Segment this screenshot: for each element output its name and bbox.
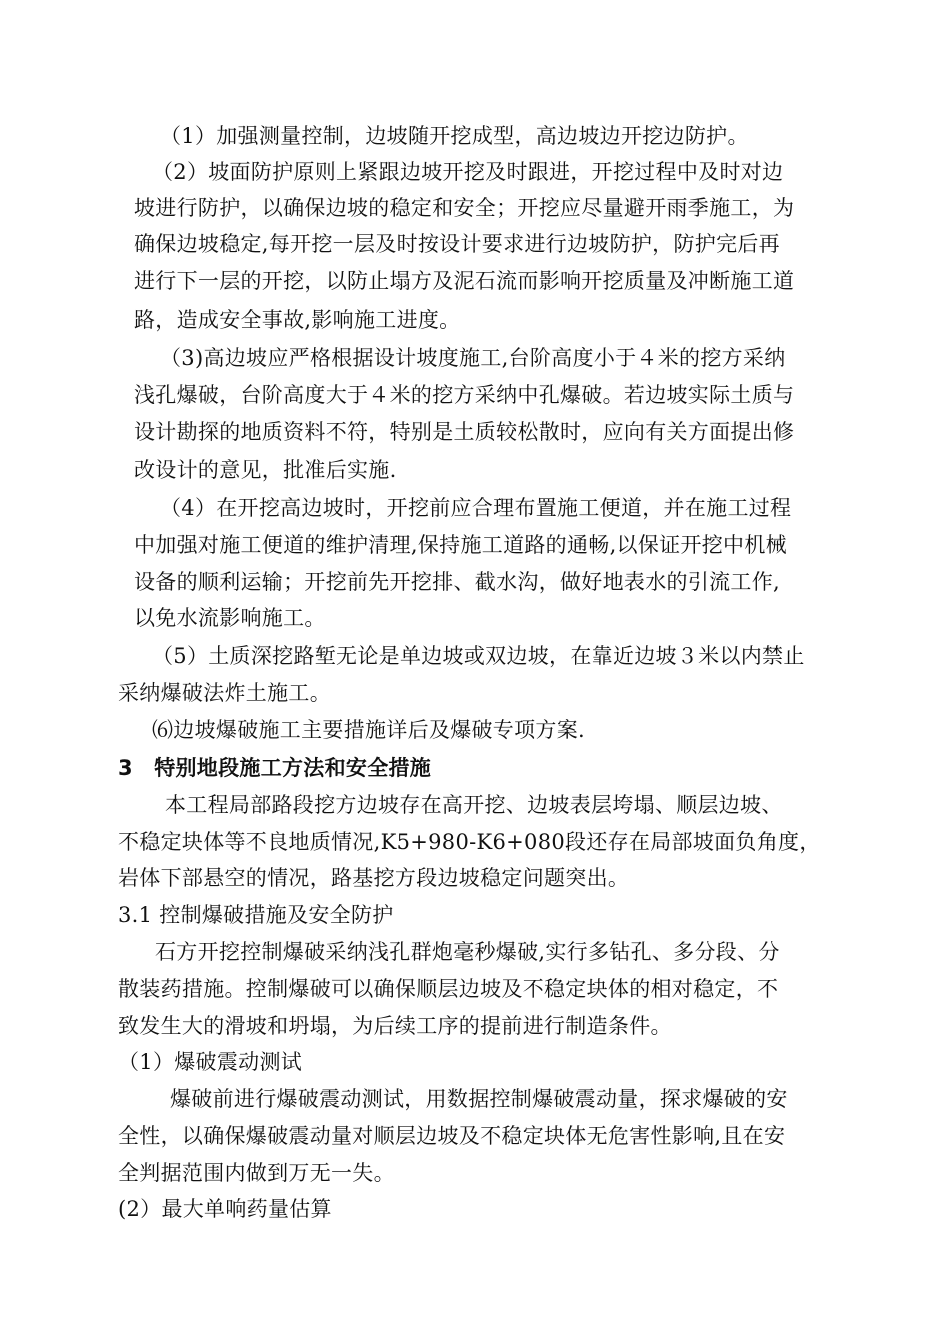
subsection-heading: 3.1 控制爆破措施及安全防护 <box>118 903 394 927</box>
paragraph-line: 本工程局部路段挖方边坡存在高开挖、边坡表层垮塌、顺层边坡、 <box>165 793 783 817</box>
paragraph-line: 采纳爆破法炸土施工。 <box>118 681 331 705</box>
paragraph-line: （1）加强测量控制，边坡随开挖成型，高边坡边开挖边防护。 <box>160 124 749 148</box>
paragraph-line: 爆破前进行爆破震动测试，用数据控制爆破震动量，探求爆破的安 <box>170 1087 788 1111</box>
item-heading: (2）最大单响药量估算 <box>118 1197 332 1221</box>
paragraph-line: （4）在开挖高边坡时，开挖前应合理布置施工便道，并在施工过程 <box>160 496 792 520</box>
paragraph-line: 石方开挖控制爆破采纳浅孔群炮毫秒爆破,实行多钻孔、多分段、分 <box>155 940 780 964</box>
paragraph-line: 全判据范围内做到万无一失。 <box>118 1161 395 1185</box>
paragraph-line: ⑹边坡爆破施工主要措施详后及爆破专项方案. <box>152 718 585 742</box>
paragraph-line: 设备的顺利运输；开挖前先开挖排、截水沟，做好地表水的引流工作, <box>134 570 780 594</box>
paragraph-line: 中加强对施工便道的维护清理,保持施工道路的通畅,以保证开挖中机械 <box>134 533 787 557</box>
paragraph-line: （2）坡面防护原则上紧跟边坡开挖及时跟进，开挖过程中及时对边 <box>152 160 784 184</box>
paragraph-line: （5）土质深挖路堑无论是单边坡或双边坡，在靠近边坡３米以内禁止 <box>152 644 805 668</box>
paragraph-line: 浅孔爆破，台阶高度大于４米的挖方采纳中孔爆破。若边坡实际土质与 <box>134 383 795 407</box>
paragraph-line: 路，造成安全事故,影响施工进度。 <box>134 308 461 332</box>
paragraph-line: 改设计的意见，批准后实施. <box>134 458 397 482</box>
paragraph-line: 致发生大的滑坡和坍塌，为后续工序的提前进行制造条件。 <box>118 1014 672 1038</box>
section-heading: 3 特别地段施工方法和安全措施 <box>118 756 432 780</box>
paragraph-line: 全性，以确保爆破震动量对顺层边坡及不稳定块体无危害性影响,且在安 <box>118 1124 786 1148</box>
paragraph-line: 以免水流影响施工。 <box>134 606 326 630</box>
paragraph-line: （3)高边坡应严格根据设计坡度施工,台阶高度小于４米的挖方采纳 <box>160 346 786 370</box>
paragraph-line: 设计勘探的地质资料不符，特别是土质较松散时，应向有关方面提出修 <box>134 420 795 444</box>
paragraph-line: 坡进行防护，以确保边坡的稳定和安全；开挖应尽量避开雨季施工，为 <box>134 196 795 220</box>
paragraph-line: 不稳定块体等不良地质情况,K5+980-K6+080段还存在局部坡面负角度， <box>118 830 821 854</box>
item-heading: （1）爆破震动测试 <box>118 1050 303 1074</box>
paragraph-line: 确保边坡稳定,每开挖一层及时按设计要求进行边坡防护，防护完后再 <box>134 232 780 256</box>
paragraph-line: 进行下一层的开挖，以防止塌方及泥石流而影响开挖质量及冲断施工道 <box>134 269 795 293</box>
paragraph-line: 岩体下部悬空的情况，路基挖方段边坡稳定问题突出。 <box>118 866 630 890</box>
paragraph-line: 散装药措施。控制爆破可以确保顺层边坡及不稳定块体的相对稳定，不 <box>118 977 779 1001</box>
